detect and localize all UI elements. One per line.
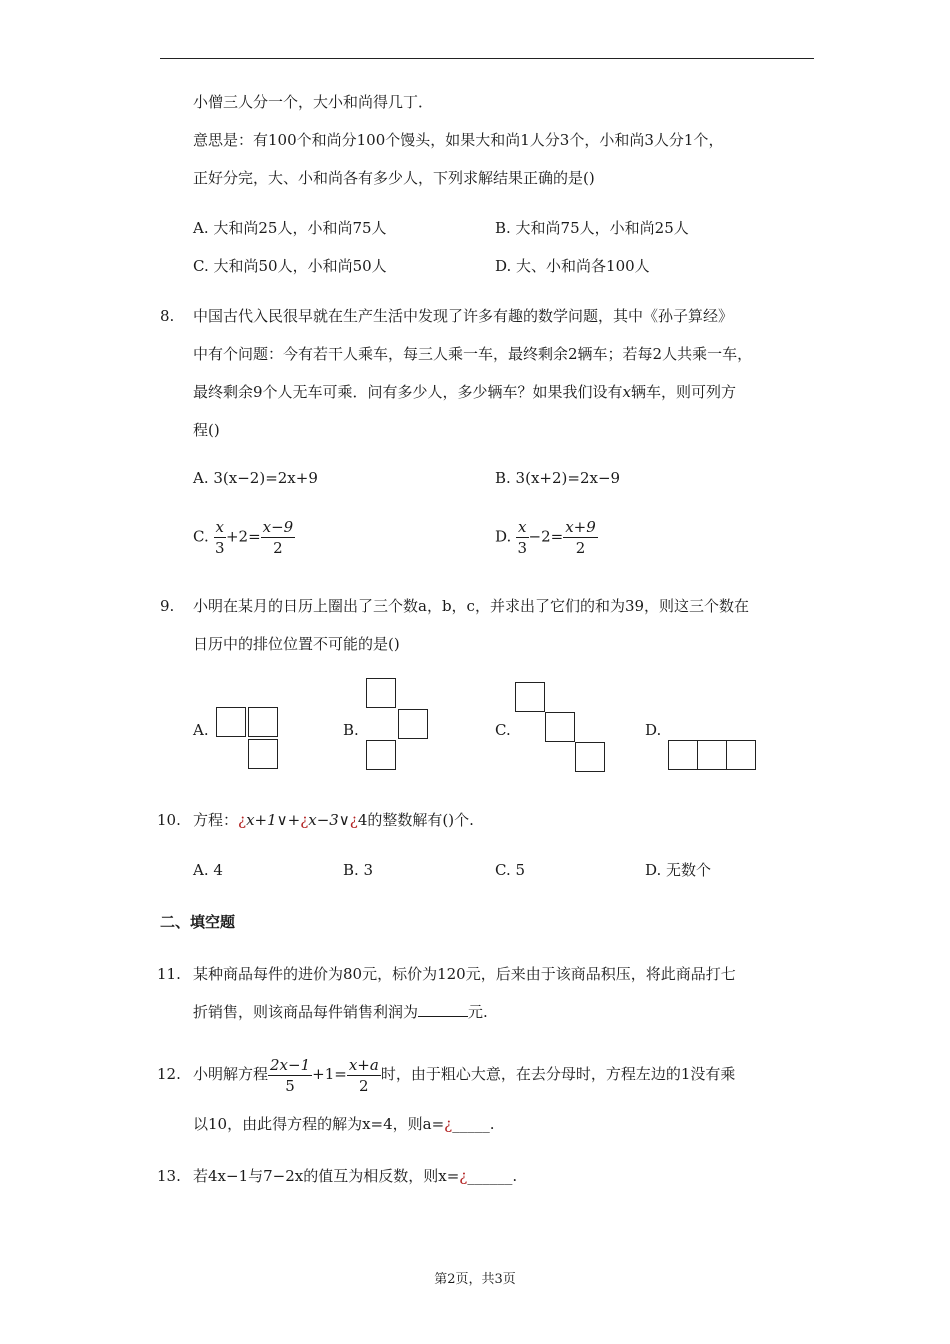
q11-line1: 某种商品每件的进价为80元，标价为120元，后来由于该商品积压，将此商品打七 xyxy=(193,965,736,983)
q7-option-b: B. 大和尚75人，小和尚25人 xyxy=(495,219,689,237)
header-rule xyxy=(160,58,814,59)
grid-cell xyxy=(398,709,428,739)
q7-line1: 小僧三人分一个，大小和尚得几丁． xyxy=(193,93,434,111)
q8-c-frac2 xyxy=(261,518,296,557)
q11-answer-blank[interactable] xyxy=(418,1002,468,1017)
q12-number: 12. xyxy=(157,1065,181,1083)
q11-line2-b: 元. xyxy=(468,1003,488,1021)
q8-option-c xyxy=(193,518,295,557)
grid-cell xyxy=(575,742,605,772)
q10-part3: 4的整数解有()个. xyxy=(357,811,474,829)
q12-line1 xyxy=(193,1050,735,1098)
q12-num2: x+a xyxy=(348,1055,379,1074)
q10-option-a: A. 4 xyxy=(193,861,223,879)
q8-number: 8. xyxy=(160,307,175,325)
q8-d-num1: x xyxy=(518,518,527,536)
q12-frac2 xyxy=(347,1056,381,1095)
q7-line2: 意思是：有100个和尚分100个馒头，如果大和尚1人分3个，小和尚3人分1个， xyxy=(193,131,724,149)
q8-c-den2: 2 xyxy=(273,539,283,557)
q8-line4: 程() xyxy=(193,421,220,439)
q8-line1: 中国古代入民很早就在生产生活中发现了许多有趣的数学问题，其中《孙子算经》 xyxy=(193,307,734,325)
q9-number: 9. xyxy=(160,597,175,615)
q8-d-frac2 xyxy=(563,518,598,557)
grid-cell xyxy=(216,707,246,737)
q9-line1: 小明在某月的日历上圈出了三个数a，b，c，并求出了它们的和为39，则这三个数在 xyxy=(193,597,750,615)
q12-num1: 2x−1 xyxy=(270,1055,311,1074)
q8-line3-b: 辆车，则可列方 xyxy=(631,383,737,401)
q8-c-den1: 3 xyxy=(214,539,225,557)
q8-c-frac1 xyxy=(214,518,226,557)
grid-cell xyxy=(366,740,396,770)
q7-option-c: C. 大和尚50人，小和尚50人 xyxy=(193,257,387,275)
q10-option-c: C. 5 xyxy=(495,861,526,879)
grid-cell xyxy=(697,740,727,770)
q8-d-mid: −2= xyxy=(528,527,564,546)
q12-line2 xyxy=(193,1114,495,1134)
q12-answer-blank[interactable]: _____. xyxy=(452,1115,495,1133)
q10-option-b: B. 3 xyxy=(343,861,374,879)
q8-c-num2: x−9 xyxy=(262,518,294,536)
q7-option-a: A. 大和尚25人，小和尚75人 xyxy=(193,219,387,237)
q12-suffix: 时，由于粗心大意，在去分母时，方程左边的1没有乘 xyxy=(380,1065,736,1083)
q12-glyph: ¿ xyxy=(444,1115,453,1133)
q13-number: 13. xyxy=(157,1167,181,1185)
q13-glyph: ¿ xyxy=(459,1167,468,1185)
q10-option-d: D. 无数个 xyxy=(645,861,712,879)
q9-figure-b xyxy=(366,678,432,772)
q9-figure-a xyxy=(216,707,282,771)
q9-line2: 日历中的排位位置不可能的是() xyxy=(193,635,400,653)
q8-line3-a: 最终剩余9个人无车可乘．问有多少人，多少辆车？如果我们设有 xyxy=(193,383,623,401)
q7-option-d: D. 大、小和尚各100人 xyxy=(495,257,650,275)
q10-part2: x−3∨ xyxy=(308,811,350,829)
q9-label-b: B. xyxy=(343,721,359,739)
q8-option-d-label: D. xyxy=(495,527,512,546)
q12-den1: 5 xyxy=(285,1076,295,1095)
q10-glyph-3: ¿ xyxy=(349,811,358,829)
q12-den2: 2 xyxy=(359,1076,369,1095)
q9-figure-d xyxy=(668,740,758,772)
q8-line2: 中有个问题：今有若干人乘车，每三人乘一车，最终剩余2辆车；若每2人共乘一车， xyxy=(193,345,753,363)
q8-d-den2: 2 xyxy=(575,539,586,557)
grid-cell xyxy=(248,707,278,737)
q7-line3: 正好分完，大、小和尚各有多少人，下列求解结果正确的是() xyxy=(193,169,595,187)
q8-option-c-label: C. xyxy=(193,527,209,546)
q13-answer-blank[interactable]: ______. xyxy=(467,1167,518,1185)
q8-d-frac1 xyxy=(516,518,528,557)
q10-glyph-1: ¿ xyxy=(238,811,247,829)
q8-option-b: B. 3(x+2)=2x−9 xyxy=(495,469,621,487)
grid-cell xyxy=(366,678,396,708)
q10-text xyxy=(193,810,474,830)
q11-number: 11. xyxy=(157,965,181,983)
q9-figure-c xyxy=(515,682,607,774)
q12-mid: +1= xyxy=(312,1065,347,1083)
q11-line2-a: 折销售，则该商品每件销售利润为 xyxy=(193,1003,419,1021)
grid-cell xyxy=(726,740,756,770)
grid-cell xyxy=(668,740,698,770)
q10-number: 10. xyxy=(157,811,181,829)
q13-body: 若4x−1与7−2x的值互为相反数，则x= xyxy=(193,1167,460,1185)
q8-line3 xyxy=(193,382,736,402)
q8-c-mid: +2= xyxy=(225,527,261,546)
q8-c-num1: x xyxy=(215,518,224,536)
q12-line2-a: 以10，由此得方程的解为x=4，则a= xyxy=(193,1115,445,1133)
q9-label-c: C. xyxy=(495,721,511,739)
q12-frac1 xyxy=(268,1056,312,1095)
q13-text xyxy=(193,1166,517,1186)
q8-d-den1: 3 xyxy=(517,539,528,557)
q8-var-x: x xyxy=(622,383,632,401)
q9-label-d: D. xyxy=(645,721,662,739)
section-fill-in-title: 二、填空题 xyxy=(160,913,236,931)
q11-line2 xyxy=(193,1002,488,1022)
q8-d-num2: x+9 xyxy=(565,518,596,536)
grid-cell xyxy=(515,682,545,712)
q9-label-a: A. xyxy=(193,721,209,739)
q8-option-d xyxy=(495,518,598,557)
grid-cell xyxy=(545,712,575,742)
q10-part1: x+1∨+ xyxy=(246,811,301,829)
grid-cell xyxy=(248,739,278,769)
q8-option-a: A. 3(x−2)=2x+9 xyxy=(193,469,318,487)
q12-prefix: 小明解方程 xyxy=(193,1065,269,1083)
q10-prefix: 方程： xyxy=(193,811,239,829)
q10-glyph-2: ¿ xyxy=(300,811,309,829)
page-footer: 第2页，共3页 xyxy=(434,1272,516,1287)
